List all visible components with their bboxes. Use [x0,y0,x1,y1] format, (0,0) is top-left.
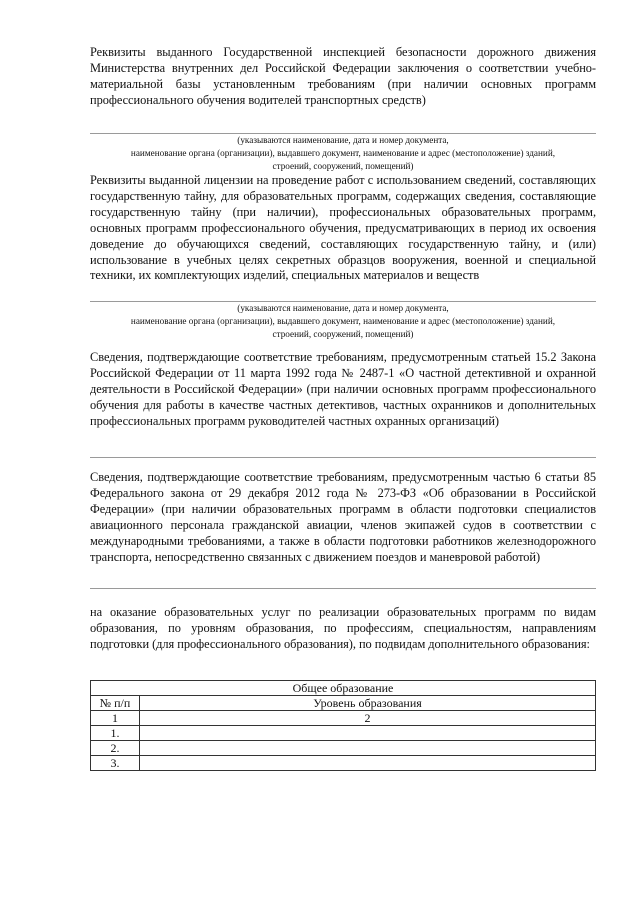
column-index-2: 2 [140,711,596,726]
note-line: (указываются наименование, дата и номер документа, [237,135,449,145]
row-number: 2. [91,741,140,756]
section-1-note [90,134,596,173]
general-education-table [90,680,596,771]
row-number: 1. [91,726,140,741]
section-2-text: Реквизиты выданной лицензии на проведение работ с использованием сведений, составляющих государственную тайну, для образовательных программ, содержащих сведения, составляющие государственную тайну (при наличии), профессиональных образовательных программ, основных программ профессионального обучения, предусматривающих в период их освоения доведение до обучающихся сведений, составляющих государственную тайну, и (или) использование в учебных целях секретных образцов вооружения, военной и специальной техники, их комплектующих изделий, специальных материалов и веществ [90,173,596,283]
note-line: наименование органа (организации), выдавшего документ, наименование и адрес (местоположение) зданий, [130,148,556,158]
table-row [91,756,596,771]
column-index-1: 1 [91,711,140,726]
section-3-fill-line [90,457,596,458]
row-level-cell[interactable] [140,756,596,771]
table-title-row [91,681,596,696]
note-line: (указываются наименование, дата и номер документа, [237,303,449,313]
table-header-row [91,696,596,711]
section-4-fill-line [90,588,596,589]
column-header-level: Уровень образования [140,696,596,711]
note-line: строений, сооружений, помещений) [272,329,414,339]
column-header-number: № п/п [91,696,140,711]
note-line: наименование органа (организации), выдавшего документ, наименование и адрес (местоположение) зданий, [130,316,556,326]
table-row [91,741,596,756]
row-number: 3. [91,756,140,771]
section-4-text: Сведения, подтверждающие соответствие требованиям, предусмотренным частью 6 статьи 85 Федерального закона от 29 декабря 2012 года № 273-ФЗ «Об образовании в Российской Федерации» (при наличии образовательных программ в области подготовки специалистов авиационного персонала гражданской авиации, членов экипажей судов в соответствии с международными требованиями, а также в области подготовки работников железнодорожного транспорта, непосредственно связанных с движением поездов и маневровой работой) [90,470,596,564]
row-level-cell[interactable] [140,741,596,756]
table-row [91,726,596,741]
services-text: на оказание образовательных услуг по реализации образовательных программ по видам образования, по уровням образования, по профессиям, специальностям, направлениям подготовки (для профессионального образования), по подвидам дополнительного образования: [90,605,596,651]
section-2-note [90,302,596,341]
row-level-cell[interactable] [140,726,596,741]
note-line: строений, сооружений, помещений) [272,161,414,171]
table-index-row [91,711,596,726]
section-3-text: Сведения, подтверждающие соответствие требованиям, предусмотренным статьей 15.2 Закона Российской Федерации от 11 марта 1992 года № 2487-1 «О частной детективной и охранной деятельности в Российской Федерации» (при наличии основных программ профессионального обучения для работы в качестве частных детективов, частных охранников и дополнительных профессиональных программ руководителей частных охранных организаций) [90,350,596,428]
section-1-text: Реквизиты выданного Государственной инспекцией безопасности дорожного движения Министерства внутренних дел Российской Федерации заключения о соответствии учебно-материальной базы установленным требованиям (при наличии основных программ профессионального обучения водителей транспортных средств) [90,45,596,107]
table-title: Общее образование [91,681,596,696]
